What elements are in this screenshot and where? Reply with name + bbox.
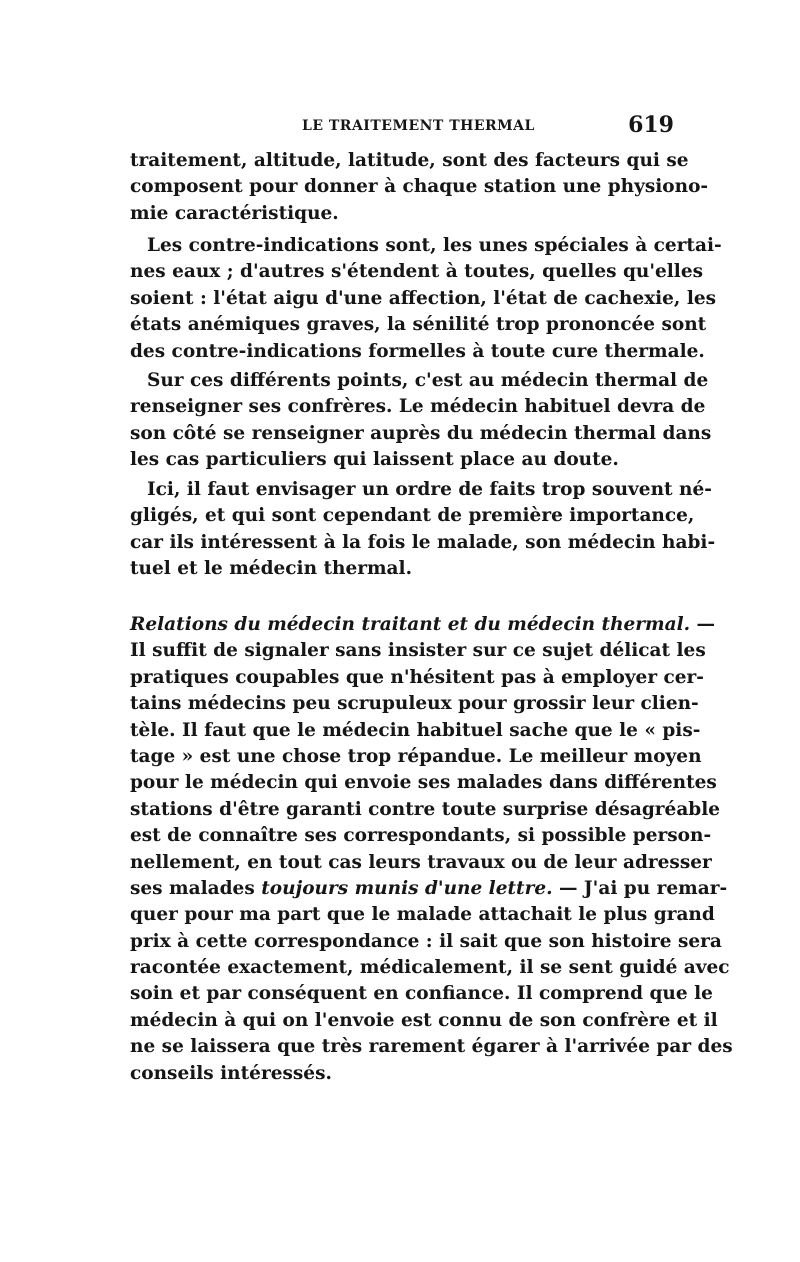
heading-dash: — (690, 614, 716, 635)
text-line: composent pour donner à chaque station une physiono- (130, 176, 709, 198)
text-line: tuel et le médecin thermal. (130, 558, 413, 580)
text-segment: ses malades (130, 877, 262, 899)
text-line: prix à cette correspondance : il sait que son histoire sera (130, 930, 722, 952)
paragraph-4 (130, 477, 716, 583)
text-line: nes eaux ; d'autres s'étendent à toutes, quelles qu'elles (130, 261, 704, 283)
text-line: pour le médecin qui envoie ses malades dans différentes (130, 772, 717, 794)
running-title: LE TRAITEMENT THERMAL (302, 118, 535, 134)
text-line: nellement, en tout cas leurs travaux ou de leur adresser (130, 851, 712, 873)
text-line: car ils intéressent à la fois le malade, son médecin habi- (130, 531, 716, 553)
text-line: ne se laissera que très rarement égarer à l'arrivée par des (130, 1036, 733, 1058)
text-line: son côté se renseigner auprès du médecin thermal dans (130, 422, 712, 444)
text-line: états anémiques graves, la sénilité trop prononcée sont (130, 314, 707, 336)
text-line: pratiques coupables que n'hésitent pas à employer cer- (130, 666, 704, 688)
text-line: stations d'être garanti contre toute surprise désagréable (130, 798, 721, 820)
text-line: est de connaître ses correspondants, si possible person- (130, 825, 712, 847)
section-heading: Relations du médecin traitant et du médecin thermal. (130, 614, 691, 635)
text-line: quer pour ma part que le malade attachait le plus grand (130, 904, 715, 926)
text-line: traitement, altitude, latitude, sont des facteurs qui se (130, 150, 689, 171)
italic-phrase: toujours munis d'une lettre. (261, 877, 553, 899)
text-line: tains médecins peu scrupuleux pour grossir leur clien- (130, 693, 699, 715)
section-heading-line (130, 612, 716, 638)
paragraph-1 (130, 148, 709, 227)
text-line: Ici, il faut envisager un ordre de faits trop souvent né- (147, 479, 712, 500)
text-line: Les contre-indications sont, les unes spéciales à certai- (147, 235, 722, 256)
text-segment: — J'ai pu remar- (552, 877, 728, 899)
text-line: Il suffit de signaler sans insister sur ce sujet délicat les (130, 640, 706, 662)
text-line: tage » est une chose trop répandue. Le meilleur moyen (130, 745, 702, 767)
text-line: médecin à qui on l'envoie est connu de son confrère et il (130, 1009, 718, 1031)
paragraph-2 (130, 233, 722, 365)
text-line: mie caractéristique. (130, 202, 339, 224)
text-line: racontée exactement, médicalement, il se sent guidé avec (130, 957, 730, 979)
text-line: des contre-indications formelles à toute cure thermale. (130, 340, 705, 362)
text-line-with-italic (130, 876, 728, 902)
text-line: soin et par conséquent en confiance. Il comprend que le (130, 983, 713, 1005)
paragraph-5 (130, 612, 733, 1087)
text-line: les cas particuliers qui laissent place au doute. (130, 449, 619, 471)
text-line: tèle. Il faut que le médecin habituel sache que le « pis- (130, 719, 701, 741)
text-line: Sur ces différents points, c'est au médecin thermal de (147, 370, 709, 391)
text-line: soient : l'état aigu d'une affection, l'état de cachexie, les (130, 287, 717, 309)
page-header (130, 112, 674, 142)
text-line: conseils intéressés. (130, 1062, 332, 1084)
text-line: gligés, et qui sont cependant de première importance, (130, 505, 695, 527)
page-number: 619 (628, 112, 674, 138)
text-line: renseigner ses confrères. Le médecin habituel devra de (130, 396, 706, 418)
paragraph-3 (130, 368, 712, 474)
